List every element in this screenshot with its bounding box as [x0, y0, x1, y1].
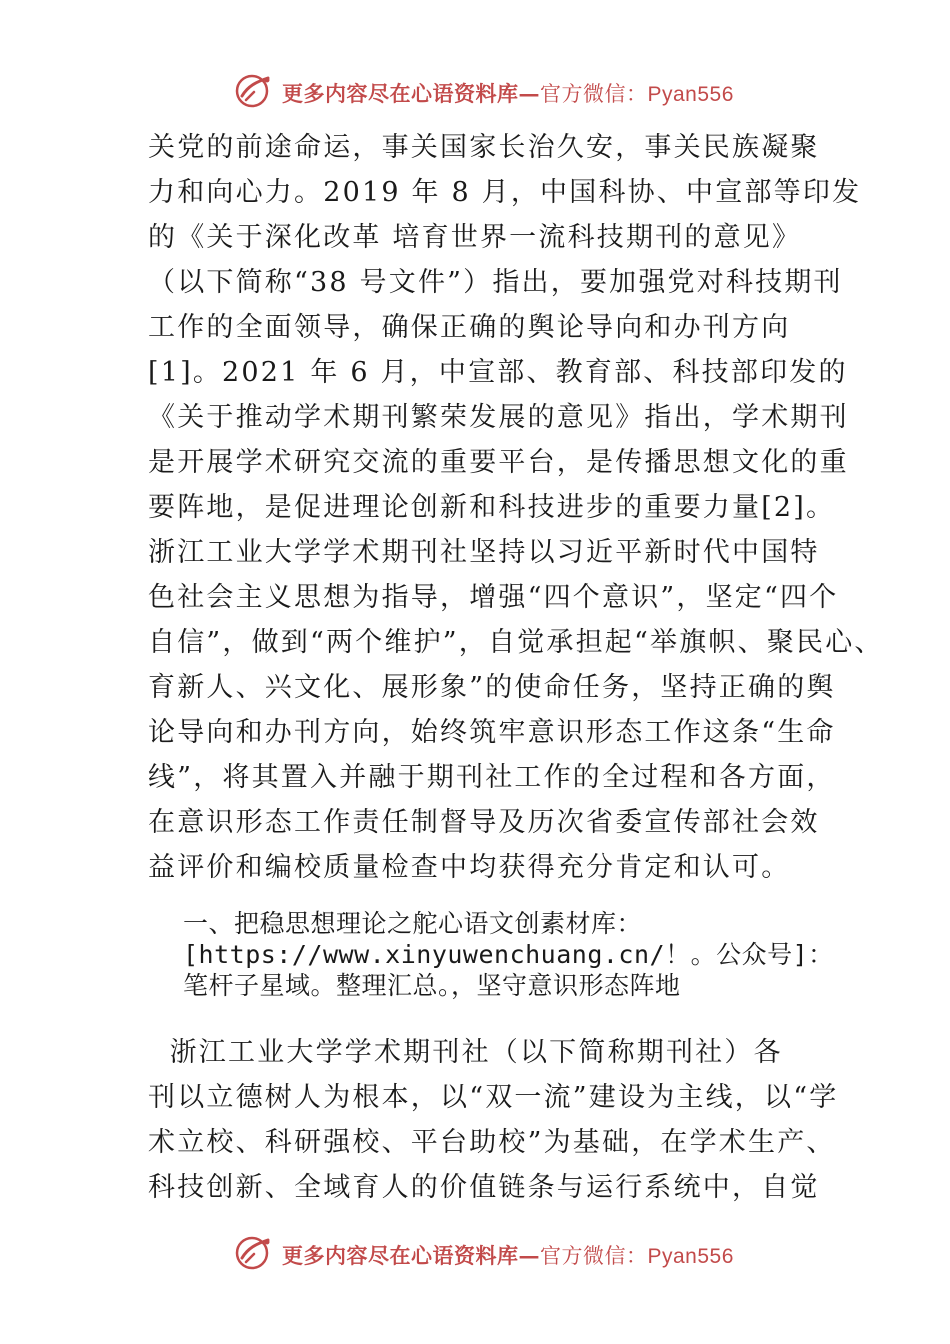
text-line: 的《关于深化改革 培育世界一流科技期刊的意见》	[148, 222, 802, 253]
text-line: 《关于推动学术期刊繁荣发展的意见》指出，学术期刊	[148, 402, 849, 433]
text-line: 关党的前途命运，事关国家长治久安，事关民族凝聚	[148, 132, 820, 163]
text-line: 浙江工业大学学术期刊社坚持以习近平新时代中国特	[148, 537, 820, 568]
text-line: 线”，将其置入并融于期刊社工作的全过程和各方面，	[148, 762, 836, 793]
banner-title: 更多内容尽在心语资料库—	[282, 81, 540, 106]
paragraph-1	[148, 125, 884, 890]
text-line: 益评价和编校质量检查中均获得充分肯定和认可。	[148, 852, 791, 883]
text-line: 要阵地，是促进理论创新和科技进步的重要力量[2]。	[148, 492, 836, 523]
text-line: 科技创新、全域育人的价值链条与运行系统中，自觉	[148, 1172, 820, 1203]
text-line: 工作的全面领导，确保正确的舆论导向和办刊方向	[148, 312, 791, 343]
text-line: 力和向心力。2019 年 8 月，中国科协、中宣部等印发	[148, 177, 862, 208]
text-line: 论导向和办刊方向，始终筑牢意识形态工作这条“生命	[148, 717, 836, 748]
text-line: 浙江工业大学学术期刊社（以下简称期刊社）各	[148, 1037, 783, 1068]
banner-wechat-handle: Pyan556	[647, 83, 734, 106]
banner-wechat-handle: Pyan556	[647, 1245, 734, 1268]
text-line: 育新人、兴文化、展形象”的使命任务，坚持正确的舆	[148, 672, 836, 703]
heading-line: 一、把稳思想理论之舵心语文创素材库：	[183, 909, 643, 938]
banner-text	[282, 78, 734, 108]
banner-wechat-label: 官方微信：	[540, 82, 648, 106]
paragraph-2	[148, 1030, 848, 1210]
text-line: 刊以立德树人为根本，以“双一流”建设为主线，以“学	[148, 1082, 839, 1113]
heading-line: 笔杆子星域。整理汇总。，坚守意识形态阵地	[183, 971, 681, 1000]
text-line: 术立校、科研强校、平台助校”为基础，在学术生产、	[148, 1127, 836, 1158]
logo-icon	[234, 72, 274, 110]
logo-icon	[234, 1234, 274, 1272]
text-line: 是开展学术研究交流的重要平台，是传播思想文化的重	[148, 447, 849, 478]
banner-wechat-label: 官方微信：	[540, 1244, 648, 1268]
banner-title: 更多内容尽在心语资料库—	[282, 1243, 540, 1268]
section-heading	[183, 908, 834, 1001]
text-line: [1]。2021 年 6 月，中宣部、教育部、科技部印发的	[148, 357, 848, 388]
text-line: 色社会主义思想为指导，增强“四个意识”，坚定“四个	[148, 582, 839, 613]
header-watermark-banner	[0, 68, 950, 114]
text-line: 在意识形态工作责任制督导及历次省委宣传部社会效	[148, 807, 820, 838]
text-line: （以下简称“38 号文件”）指出，要加强党对科技期刊	[148, 267, 843, 298]
text-line: 自信”，做到“两个维护”，自觉承担起“举旗帜、聚民心、	[148, 627, 884, 658]
footer-watermark-banner	[0, 1230, 950, 1276]
heading-line: [https://www.xinyuwenchuang.cn/！。公众号]：	[183, 940, 834, 969]
banner-text	[282, 1240, 734, 1270]
